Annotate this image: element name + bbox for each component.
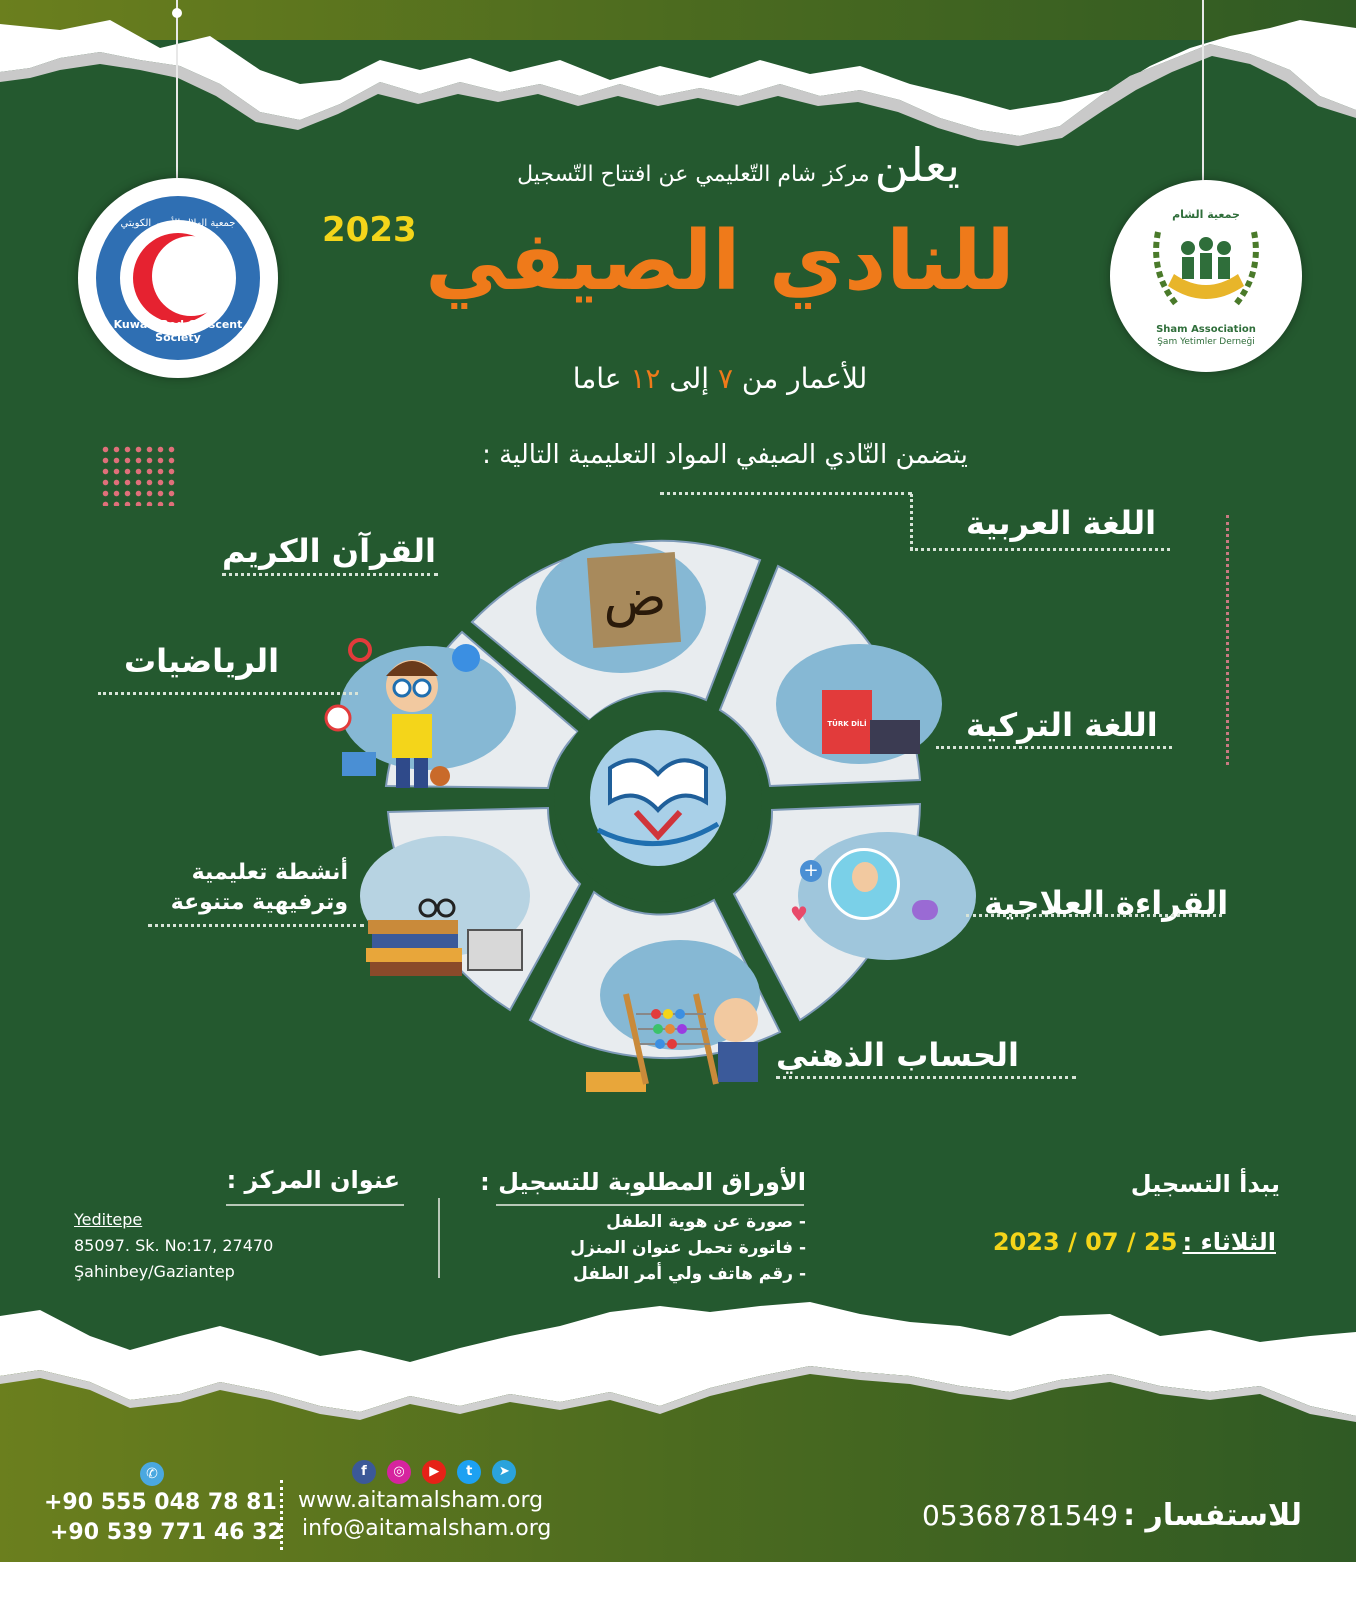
sham-association-logo [1110, 180, 1302, 372]
telegram-icon[interactable]: ➤ [492, 1460, 516, 1484]
logo-right-subtext: Şam Yetimler Derneği [1157, 337, 1255, 347]
books-stack-icon [870, 720, 920, 754]
papers-title: الأوراق المطلوبة للتسجيل : [480, 1168, 806, 1196]
student-boy-icon [316, 636, 526, 796]
social-icons [346, 1460, 516, 1484]
heart-icon: ♥ [790, 902, 808, 926]
ages-suffix: عاما [572, 362, 622, 395]
activities-line1: أنشطة تعليمية [191, 860, 348, 885]
books-calculator-icon [358, 880, 528, 990]
papers-item: - صورة عن هوية الطفل [606, 1212, 806, 1232]
main-title: للنادي الصيفي [425, 214, 1015, 309]
logo-right-text: Sham Association [1156, 324, 1256, 335]
facebook-icon[interactable]: f [352, 1460, 376, 1484]
subject-mental-math: الحساب الذهني [776, 1036, 1020, 1074]
subject-activities [148, 858, 348, 918]
ages-line [520, 362, 920, 395]
footer-divider [280, 1480, 283, 1550]
divider [438, 1198, 440, 1278]
logo-left-arabic: جمعية الهلال الأحمر الكويتي [120, 218, 236, 229]
phone-icon: ✆ [140, 1462, 164, 1486]
twitter-icon[interactable]: t [457, 1460, 481, 1484]
logo-right-arabic: جمعية الشام [1172, 208, 1240, 221]
chat-icon [912, 900, 938, 920]
announce-line [420, 138, 960, 192]
papers-item: - رقم هاتف ولي أمر الطفل [573, 1264, 806, 1284]
age-to: ١٢ [630, 362, 661, 395]
subject-reading: القراءة العلاجية [984, 884, 1229, 922]
address-title: عنوان المركز : [226, 1166, 400, 1194]
torn-paper-top [0, 0, 1356, 160]
announce-text: مركز شام التّعليمي عن افتتاح التّسجيل [517, 162, 870, 187]
turkish-book-label: TÜRK DİLİ [827, 720, 867, 728]
wreath-icon [1146, 212, 1266, 322]
torn-paper-bottom [0, 1296, 1356, 1600]
website-link[interactable]: www.aitamalsham.org [298, 1488, 544, 1513]
age-from: ٧ [717, 362, 733, 395]
papers-item: - فاتورة تحمل عنوان المنزل [570, 1238, 806, 1258]
youtube-icon[interactable]: ▶ [422, 1460, 446, 1484]
title-year: 2023 [322, 210, 417, 250]
phone-2[interactable]: +90 539 771 46 32 [50, 1520, 283, 1545]
includes-text: يتضمن النّادي الصيفي المواد التعليمية التالية : [482, 440, 968, 470]
phone-1[interactable]: +90 555 048 78 81 [44, 1490, 277, 1515]
logo-left-text: Kuwait Red Crescent Society [113, 318, 243, 344]
registration-date: 2023 / 07 / 25 [992, 1228, 1178, 1256]
kuwait-red-crescent-logo [78, 178, 278, 378]
address-line1[interactable]: Yeditepe [74, 1210, 143, 1229]
address-line3: Şahinbey/Gaziantep [74, 1262, 235, 1281]
hanging-string-right [1202, 0, 1204, 190]
arabic-letter: ض [603, 568, 667, 628]
registration-title: يبدأ التسجيل [1130, 1170, 1280, 1198]
ages-prefix: للأعمار من [741, 362, 868, 395]
subject-math: الرياضيات [124, 642, 280, 680]
quran-book-icon [596, 740, 720, 850]
inquiry-line [922, 1498, 1302, 1533]
email-link[interactable]: info@aitamalsham.org [302, 1516, 552, 1541]
activities-line2: وترفيهية متنوعة [170, 890, 348, 915]
inquiry-number[interactable]: 05368781549 [922, 1499, 1119, 1532]
registration-day: الثلاثاء : [1182, 1228, 1276, 1256]
pin-left [172, 8, 182, 18]
plus-icon: + [800, 860, 822, 882]
abacus-icon [586, 984, 766, 1094]
hanging-string-left [176, 0, 178, 190]
decorative-line-right [1226, 515, 1229, 765]
footer-strip [0, 1562, 1356, 1600]
instagram-icon[interactable]: ◎ [387, 1460, 411, 1484]
registration-date-line [980, 1228, 1276, 1256]
address-line2: 85097. Sk. No:17, 27470 [74, 1236, 274, 1255]
decorative-dots [100, 444, 178, 506]
subject-quran: القرآن الكريم [222, 532, 436, 570]
announce-word: يعلن [874, 138, 960, 192]
inquiry-label: للاستفسار : [1123, 1498, 1302, 1533]
ages-to: إلى [669, 362, 710, 395]
subject-arabic: اللغة العربية [966, 504, 1157, 542]
subject-turkish: اللغة التركية [966, 706, 1158, 744]
